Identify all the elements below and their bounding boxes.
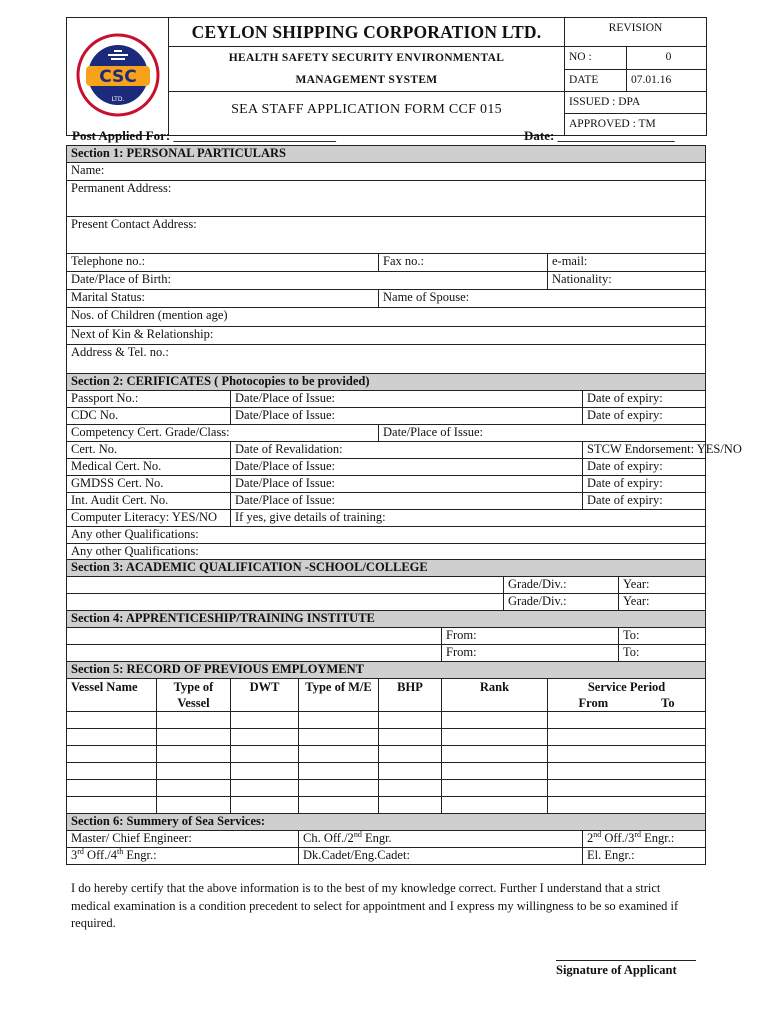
cert-no-field[interactable]: Cert. No. bbox=[67, 442, 231, 459]
section-3-title: Section 3: ACADEMIC QUALIFICATION -SCHOOL/COLLEGE bbox=[67, 560, 706, 577]
grade-field-1[interactable]: Grade/Div.: bbox=[504, 577, 619, 594]
logo-text: CSC bbox=[98, 66, 137, 87]
choff-sup: nd bbox=[353, 829, 362, 839]
spouse-name-field[interactable]: Name of Spouse: bbox=[379, 290, 706, 308]
off2-sup1: nd bbox=[593, 829, 602, 839]
telephone-field[interactable]: Telephone no.: bbox=[67, 254, 379, 272]
medical-issue-field[interactable]: Date/Place of Issue: bbox=[231, 459, 583, 476]
off3-a: 3 bbox=[71, 848, 78, 862]
off2-c: Engr.: bbox=[641, 831, 675, 845]
from-field-1[interactable]: From: bbox=[442, 628, 619, 645]
passport-expiry-field[interactable]: Date of expiry: bbox=[583, 391, 706, 408]
gmdss-field[interactable]: GMDSS Cert. No. bbox=[67, 476, 231, 493]
children-field[interactable]: Nos. of Children (mention age) bbox=[67, 308, 706, 327]
year-field-2[interactable]: Year: bbox=[619, 594, 706, 611]
company-name: CEYLON SHIPPING CORPORATION LTD. bbox=[169, 18, 565, 47]
audit-cert-field[interactable]: Int. Audit Cert. No. bbox=[67, 493, 231, 510]
choff-b: Engr. bbox=[361, 831, 392, 845]
col-from: From bbox=[578, 696, 609, 710]
employment-row[interactable] bbox=[67, 763, 706, 780]
electrical-engineer-field[interactable]: El. Engr.: bbox=[583, 848, 706, 865]
passport-issue-field[interactable]: Date/Place of Issue: bbox=[231, 391, 583, 408]
cadet-field[interactable]: Dk.Cadet/Eng.Cadet: bbox=[299, 848, 583, 865]
gmdss-issue-field[interactable]: Date/Place of Issue: bbox=[231, 476, 583, 493]
revalidation-field[interactable]: Date of Revalidation: bbox=[231, 442, 583, 459]
other-qualifications-2[interactable]: Any other Qualifications: bbox=[67, 544, 706, 560]
chief-officer-field[interactable] bbox=[299, 831, 583, 848]
kin-address-field[interactable]: Address & Tel. no.: bbox=[67, 345, 706, 374]
email-field[interactable]: e-mail: bbox=[548, 254, 706, 272]
col-vessel-type: Type of Vessel bbox=[157, 679, 231, 712]
employment-row[interactable] bbox=[67, 780, 706, 797]
institute-field-2[interactable] bbox=[67, 645, 442, 662]
section-2-title: Section 2: CERIFICATES ( Photocopies to be provided) bbox=[67, 374, 706, 391]
certification-statement: I do hereby certify that the above information is to the best of my knowledge correct. Further I understand that a strict medical examination is a condition precedent to select for appointment and I express my willingness to be so examined if required. bbox=[71, 881, 679, 930]
date-label: DATE bbox=[565, 69, 627, 92]
nationality-field[interactable]: Nationality: bbox=[548, 272, 706, 290]
medical-expiry-field[interactable]: Date of expiry: bbox=[583, 459, 706, 476]
col-to: To bbox=[661, 696, 675, 710]
next-of-kin-field[interactable]: Next of Kin & Relationship: bbox=[67, 327, 706, 345]
year-field-1[interactable]: Year: bbox=[619, 577, 706, 594]
logo-small-text: LTD. bbox=[111, 95, 124, 103]
other-qualifications-1[interactable]: Any other Qualifications: bbox=[67, 527, 706, 544]
birth-field[interactable]: Date/Place of Birth: bbox=[67, 272, 548, 290]
fax-field[interactable]: Fax no.: bbox=[379, 254, 548, 272]
passport-field[interactable]: Passport No.: bbox=[67, 391, 231, 408]
approved-by: APPROVED : TM bbox=[565, 114, 707, 136]
off2-a: 2 bbox=[587, 831, 594, 845]
employment-row[interactable] bbox=[67, 712, 706, 729]
medical-cert-field[interactable]: Medical Cert. No. bbox=[67, 459, 231, 476]
date-value: 07.01.16 bbox=[627, 69, 707, 92]
col-bhp: BHP bbox=[379, 679, 442, 712]
third-officer-field[interactable] bbox=[67, 848, 299, 865]
school-field-1[interactable] bbox=[67, 577, 504, 594]
competency-issue-field[interactable]: Date/Place of Issue: bbox=[379, 425, 706, 442]
present-address-field[interactable]: Present Contact Address: bbox=[67, 217, 706, 254]
off2-sup2: rd bbox=[634, 829, 642, 839]
hse-system bbox=[169, 47, 565, 92]
name-field[interactable]: Name: bbox=[67, 163, 706, 181]
to-field-1[interactable]: To: bbox=[619, 628, 706, 645]
employment-row[interactable] bbox=[67, 729, 706, 746]
col-rank: Rank bbox=[442, 679, 548, 712]
company-logo bbox=[67, 18, 169, 136]
employment-row[interactable] bbox=[67, 797, 706, 814]
choff-a: Ch. Off./2 bbox=[303, 831, 354, 845]
institute-field-1[interactable] bbox=[67, 628, 442, 645]
form-header bbox=[66, 17, 707, 136]
off3-c: Engr.: bbox=[123, 848, 157, 862]
section-1-title: Section 1: PERSONAL PARTICULARS bbox=[67, 146, 706, 163]
gmdss-expiry-field[interactable]: Date of expiry: bbox=[583, 476, 706, 493]
revision-label: REVISION bbox=[565, 18, 707, 47]
service-period-label: Service Period bbox=[587, 680, 666, 694]
signature-label: Signature of Applicant bbox=[556, 963, 677, 977]
cdc-field[interactable]: CDC No. bbox=[67, 408, 231, 425]
cdc-expiry-field[interactable]: Date of expiry: bbox=[583, 408, 706, 425]
application-form bbox=[66, 145, 742, 865]
csc-logo-icon bbox=[75, 29, 161, 121]
section-6-title: Section 6: Summery of Sea Services: bbox=[67, 814, 706, 831]
audit-issue-field[interactable]: Date/Place of Issue: bbox=[231, 493, 583, 510]
to-field-2[interactable]: To: bbox=[619, 645, 706, 662]
employment-row[interactable] bbox=[67, 746, 706, 763]
col-service-period bbox=[548, 679, 706, 712]
form-title: SEA STAFF APPLICATION FORM CCF 015 bbox=[169, 92, 565, 136]
section-4-title: Section 4: APPRENTICESHIP/TRAINING INSTITUTE bbox=[67, 611, 706, 628]
grade-field-2[interactable]: Grade/Div.: bbox=[504, 594, 619, 611]
section-5-title: Section 5: RECORD OF PREVIOUS EMPLOYMENT bbox=[67, 662, 706, 679]
master-chief-field[interactable]: Master/ Chief Engineer: bbox=[67, 831, 299, 848]
audit-expiry-field[interactable]: Date of expiry: bbox=[583, 493, 706, 510]
off3-b: Off./4 bbox=[83, 848, 118, 862]
col-dwt: DWT bbox=[231, 679, 299, 712]
school-field-2[interactable] bbox=[67, 594, 504, 611]
marital-status-field[interactable]: Marital Status: bbox=[67, 290, 379, 308]
revision-no-label: NO : bbox=[565, 47, 627, 70]
hse-line-2: MANAGEMENT SYSTEM bbox=[295, 74, 438, 86]
cdc-issue-field[interactable]: Date/Place of Issue: bbox=[231, 408, 583, 425]
application-date-field[interactable]: Date: __________________ bbox=[524, 128, 675, 143]
permanent-address-field[interactable]: Permanent Address: bbox=[67, 181, 706, 217]
off3-sup1: rd bbox=[77, 846, 84, 856]
stcw-field[interactable]: STCW Endorsement: YES/NO bbox=[583, 442, 706, 459]
revision-no-value: 0 bbox=[627, 47, 707, 70]
competency-field[interactable]: Competency Cert. Grade/Class: bbox=[67, 425, 379, 442]
training-details-field[interactable]: If yes, give details of training: bbox=[231, 510, 706, 527]
signature-line[interactable] bbox=[556, 960, 696, 961]
col-me-type: Type of M/E bbox=[299, 679, 379, 712]
post-applied-field[interactable]: Post Applied For: _________________________ bbox=[72, 128, 336, 143]
computer-literacy-field[interactable]: Computer Literacy: YES/NO bbox=[67, 510, 231, 527]
hse-line-1: HEALTH SAFETY SECURITY ENVIRONMENTAL bbox=[228, 52, 505, 64]
off3-sup2: th bbox=[117, 846, 124, 856]
period-subheads bbox=[552, 695, 701, 711]
from-field-2[interactable]: From: bbox=[442, 645, 619, 662]
issued-by: ISSUED : DPA bbox=[565, 92, 707, 114]
col-vessel-name: Vessel Name bbox=[67, 679, 157, 712]
second-officer-field[interactable] bbox=[583, 831, 706, 848]
off2-b: Off./3 bbox=[601, 831, 635, 845]
